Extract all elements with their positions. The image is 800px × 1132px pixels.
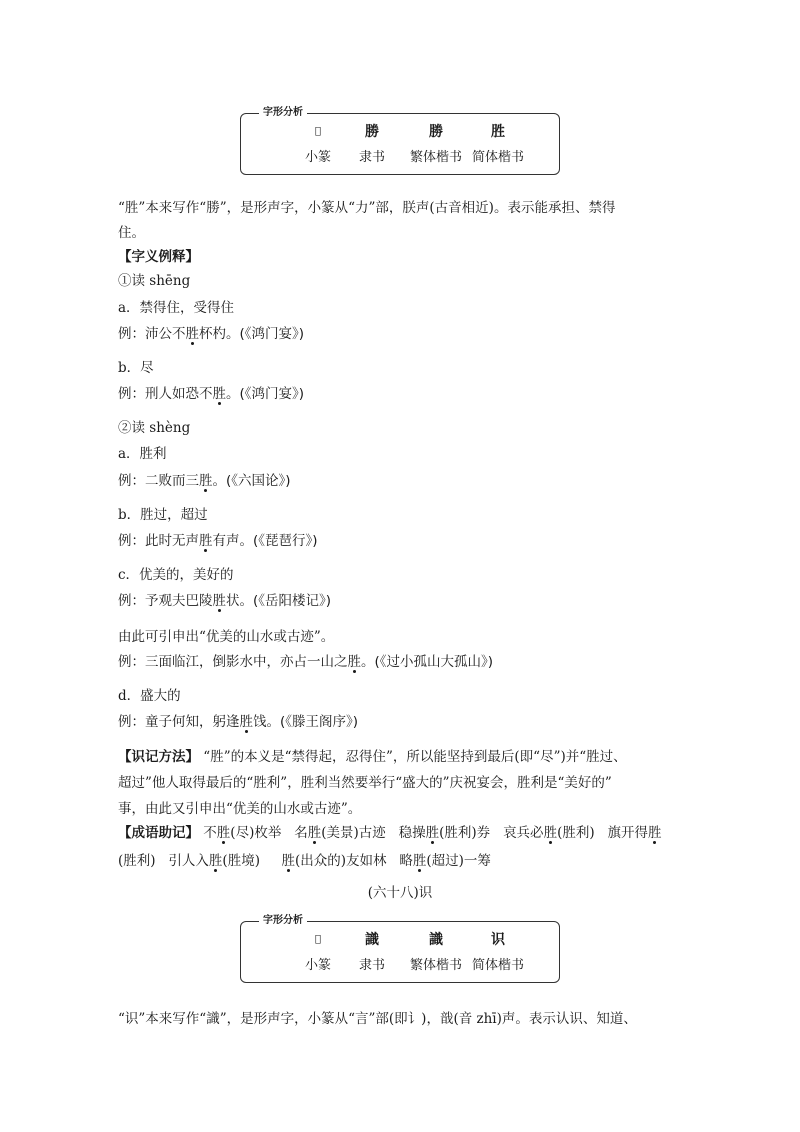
example-prefix: 例： <box>118 593 145 609</box>
emphasis-char: 胜 <box>307 825 322 841</box>
memory-method <box>118 746 627 768</box>
example-prefix: 例： <box>118 533 145 549</box>
section-label: 【识记方法】 <box>118 749 199 765</box>
label-simplified: 简体楷书 <box>471 958 524 973</box>
label-simplified: 简体楷书 <box>471 150 524 165</box>
label-clerical: 隶书 <box>358 958 385 973</box>
emphasis-char: 胜 <box>543 825 558 841</box>
emphasis-char: 胜 <box>239 714 253 730</box>
reading-2: ②读 shèng <box>118 420 191 436</box>
box-title: 字形分析 <box>259 105 307 121</box>
idiom: 稳操胜(胜利)券 <box>398 825 491 841</box>
idiom: 旗开得胜 <box>607 825 662 841</box>
example-text: 杯杓。(《鸿门宴》) <box>199 326 305 342</box>
example-text: 刑人如恐不 <box>145 386 213 402</box>
example <box>118 651 493 673</box>
sense-b: b．尽 <box>118 360 154 376</box>
glyph-analysis-box <box>240 915 560 983</box>
clerical-script-glyph: 勝 <box>365 124 379 140</box>
emphasis-char: 胜 <box>212 593 226 609</box>
idiom-continued: (胜利) <box>118 853 156 869</box>
reading-1: ①读 shēng <box>118 273 191 289</box>
example-text: 此时无声 <box>145 533 199 549</box>
idiom: 引人入胜(胜境) <box>168 853 260 869</box>
sense-a: a．禁得住，受得住 <box>118 300 235 316</box>
paragraph-line: “识”本来写作“識”，是形声字，小篆从“言”部(即讠)，戠(音 zhī)声。表示认识、知道、 <box>118 1011 637 1027</box>
memory-text: “胜”的本义是“禁得起，忍得住”，所以能坚持到最后(即“尽”)并“胜过、 <box>203 749 627 765</box>
entry-heading: (六十八)识 <box>367 885 433 901</box>
emphasis-char: 胜 <box>199 533 213 549</box>
example-text: 三面临江，倒影水中，亦占一山之 <box>145 654 348 670</box>
paragraph-line: “胜”本来写作“勝”，是形声字，小篆从“力”部，朕声(古音相近)。表示能承担、禁得 <box>118 200 616 216</box>
idiom-row <box>118 822 661 844</box>
box-title: 字形分析 <box>259 913 307 929</box>
glyph-analysis-box <box>240 107 560 175</box>
example-text: 状。(《岳阳楼记》) <box>226 593 332 609</box>
label-traditional: 繁体楷书 <box>409 958 462 973</box>
example-text: 有声。(《琵琶行》) <box>212 533 318 549</box>
emphasis-char: 胜 <box>281 853 295 869</box>
example <box>118 323 304 345</box>
example-text: 。(《鸿门宴》) <box>226 386 305 402</box>
example-text: 沛公不 <box>145 326 186 342</box>
seal-script-glyph: 𬣶 <box>314 126 321 137</box>
example <box>118 470 291 492</box>
sense-d: d．盛大的 <box>118 688 181 704</box>
emphasis-char: 胜 <box>412 853 427 869</box>
label-clerical: 隶书 <box>358 150 385 165</box>
emphasis-char: 胜 <box>347 654 361 670</box>
label-seal: 小篆 <box>304 150 331 165</box>
emphasis-char: 胜 <box>425 825 440 841</box>
emphasis-char: 胜 <box>212 386 226 402</box>
example <box>118 383 304 405</box>
sense-b: b．胜过，超过 <box>118 507 208 523</box>
memory-text: 超过”他人取得最后的“胜利”，胜利当然要举行“盛大的”庆祝宴会，胜利是“美好的” <box>118 775 612 791</box>
extension-note: 由此可引申出“优美的山水或古迹”。 <box>118 629 335 645</box>
idiom: 哀兵必胜(胜利) <box>503 825 595 841</box>
simplified-glyph: 识 <box>491 932 505 948</box>
sense-c: c．优美的，美好的 <box>118 567 234 583</box>
emphasis-char: 胜 <box>647 825 662 841</box>
traditional-glyph: 識 <box>429 932 443 948</box>
example-prefix: 例： <box>118 386 145 402</box>
example-text: 。(《过小孤山大孤山》) <box>361 654 494 670</box>
idiom: 略胜(超过)一筹 <box>399 853 491 869</box>
paragraph-line: 住。 <box>118 225 145 241</box>
example <box>118 711 358 733</box>
section-label: 【成语助记】 <box>118 825 199 841</box>
section-label: 【字义例释】 <box>118 249 199 265</box>
example-text: 饯。(《滕王阁序》) <box>253 714 359 730</box>
seal-script-glyph: 𬣷 <box>314 934 321 945</box>
example-prefix: 例： <box>118 654 145 670</box>
memory-text: 事，由此又引申出“优美的山水或古迹”。 <box>118 801 362 817</box>
idiom: 名胜(美景)古迹 <box>294 825 386 841</box>
traditional-glyph: 勝 <box>429 124 443 140</box>
simplified-glyph: 胜 <box>491 124 505 140</box>
example-text: 二败而三 <box>145 473 199 489</box>
example-text: 予观夫巴陵 <box>145 593 213 609</box>
example-prefix: 例： <box>118 326 145 342</box>
emphasis-char: 胜 <box>208 853 223 869</box>
example <box>118 590 331 612</box>
example-text: 童子何知，躬逢 <box>145 714 240 730</box>
idiom: 胜(出众的)友如林 <box>281 853 387 869</box>
label-seal: 小篆 <box>304 958 331 973</box>
sense-a: a．胜利 <box>118 446 167 462</box>
emphasis-char: 胜 <box>185 326 199 342</box>
example-prefix: 例： <box>118 473 145 489</box>
example-text: 。(《六国论》) <box>212 473 291 489</box>
idiom: 不胜(尽)枚举 <box>203 825 282 841</box>
emphasis-char: 胜 <box>199 473 213 489</box>
example-prefix: 例： <box>118 714 145 730</box>
emphasis-char: 胜 <box>216 825 231 841</box>
idiom-row <box>118 850 491 872</box>
example <box>118 530 318 552</box>
label-traditional: 繁体楷书 <box>409 150 462 165</box>
clerical-script-glyph: 識 <box>365 932 379 948</box>
